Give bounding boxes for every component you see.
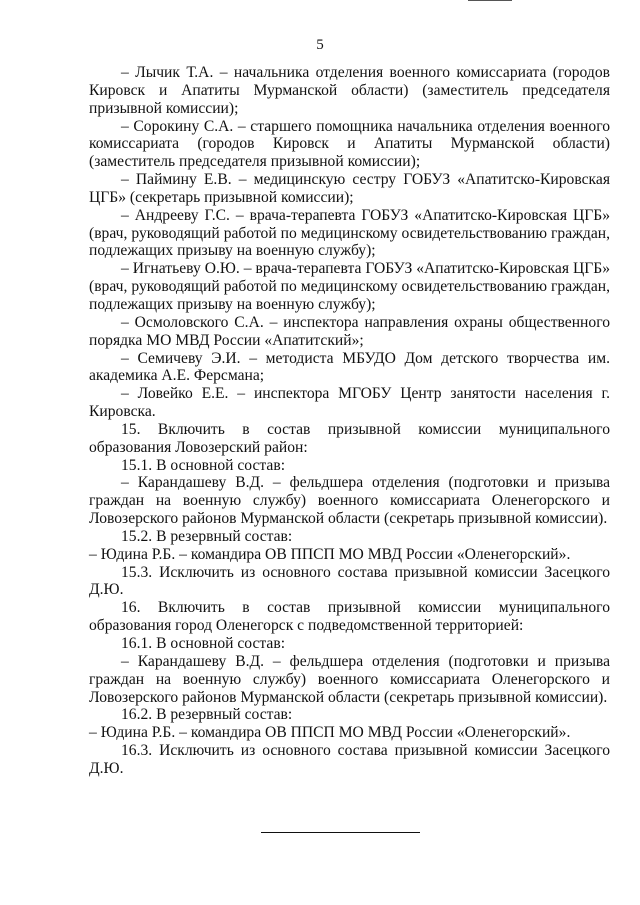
section-15-heading: 15. Включить в состав призывной комиссии муниципального образования Ловозерский район:: [89, 420, 610, 456]
paragraph-osmolovsky: – Осмоловского С.А. – инспектора направления охраны общественного порядка МО МВД России «Апатитский»;: [89, 313, 610, 349]
paragraph-andreeva: – Андрееву Г.С. – врача-терапевта ГОБУЗ «Апатитско-Кировская ЦГБ» (врач, руководящий работой по медицинскому освидетельствованию граждан, подлежащих призыву на военную службу);: [89, 206, 610, 260]
section-16-heading: 16. Включить в состав призывной комиссии муниципального образования город Оленегорск с подведомственной территорией:: [89, 599, 610, 635]
subsection-16-1: 16.1. В основной состав:: [121, 635, 286, 652]
paragraph-ignatieva: – Игнатьеву О.Ю. – врача-терапевта ГОБУЗ «Апатитско-Кировская ЦГБ» (врач, руководящий работой по медицинскому освидетельствованию граждан, подлежащих призыву на военную службу);: [89, 260, 610, 313]
paragraph-yudin-15: – Юдина Р.Б. – командира ОВ ППСП МО МВД России «Оленегорский».: [89, 545, 571, 563]
paragraph-karandasheva-16: – Карандашеву В.Д. – фельдшера отделения (подготовки и призыва граждан на военную службу) военного комиссариата Оленегорского и Ловозерского районов Мурманской области (секретарь призывной комиссии).: [89, 652, 610, 706]
subsection-15-3: 15.3. Исключить из основного состава призывной комиссии Засецкого Д.Ю.: [89, 563, 610, 599]
subsection-15-2: 15.2. В резервный состав:: [121, 527, 293, 545]
paragraph-semicheva: – Семичеву Э.И. – методиста МБУДО Дом детского творчества им. академика А.Е. Ферсмана;: [89, 349, 610, 385]
paragraph-yudin-16: – Юдина Р.Б. – командира ОВ ППСП МО МВД России «Оленегорский».: [89, 724, 571, 742]
paragraph-sorokina: – Сорокину С.А. – старшего помощника начальника отделения военного комиссариата (городов Кировск и Апатиты Мурманской области) (заместитель председателя призывной комиссии);: [89, 117, 610, 171]
document-body: [89, 64, 610, 778]
paragraph-loveyko: – Ловейко Е.Е. – инспектора МГОБУ Центр занятости населения г. Кировска.: [89, 385, 610, 421]
paragraph-lychik: – Лычик Т.А. – начальника отделения военного комиссариата (городов Кировск и Апатиты Мурманской области) (заместитель председателя призывной комиссии);: [89, 64, 610, 117]
paragraph-karandasheva-15: – Карандашеву В.Д. – фельдшера отделения (подготовки и призыва граждан на военную службу) военного комиссариата Оленегорского и Ловозерского районов Мурманской области (секретарь призывной комиссии).: [89, 474, 610, 528]
closing-separator-line: [261, 832, 420, 833]
paragraph-paymina: – Паймину Е.В. – медицинскую сестру ГОБУЗ «Апатитско-Кировская ЦГБ» (секретарь призывной комиссии);: [89, 171, 610, 206]
subsection-15-1: 15.1. В основной состав:: [121, 456, 286, 474]
subsection-16-2: 16.2. В резервный состав:: [121, 706, 293, 724]
top-edge-mark: [468, 0, 512, 1]
subsection-16-3: 16.3. Исключить из основного состава призывной комиссии Засецкого Д.Ю.: [89, 742, 610, 777]
page-number: 5: [316, 37, 324, 53]
